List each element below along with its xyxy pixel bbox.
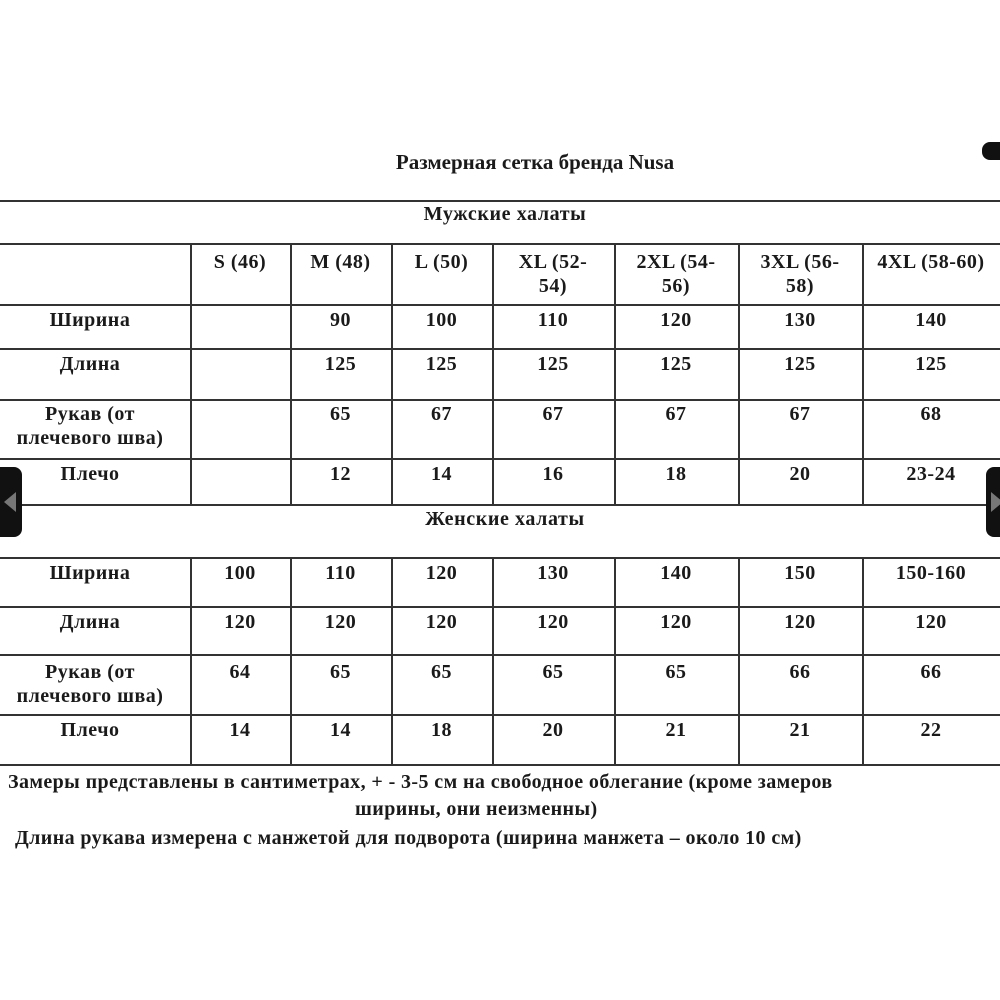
corner-icon: [982, 142, 1000, 160]
table-row-line: [0, 243, 1000, 245]
chevron-right-icon: [991, 492, 1000, 512]
size-header: M (48): [310, 251, 371, 273]
table-row-line: [0, 606, 1000, 608]
table-cell: 120: [915, 611, 947, 633]
table-cell: 20: [789, 463, 811, 485]
note-line-3: Длина рукава измерена с манжетой для подворота (ширина манжета – около 10 см): [15, 827, 802, 849]
table-col-line: [190, 243, 192, 504]
row-label: Рукав (от плечевого шва): [16, 403, 164, 449]
table-cell: 125: [324, 353, 357, 375]
table-cell: 12: [330, 463, 351, 485]
table-cell: 120: [425, 562, 458, 584]
table-row-line: [0, 304, 1000, 306]
table-cell: 120: [224, 611, 256, 633]
size-header: 4XL (58-60): [877, 251, 985, 273]
table-cell: 67: [789, 403, 811, 425]
table-cell: 21: [789, 719, 811, 741]
table-cell: 14: [229, 719, 251, 741]
row-label: Плечо: [60, 719, 120, 741]
note-line-1: Замеры представлены в сантиметрах, + - 3-5 см на свободное облегание (кроме замеров: [8, 771, 833, 793]
table-cell: 120: [324, 611, 357, 633]
table-cell: 90: [330, 309, 351, 331]
table-cell: 65: [665, 661, 687, 683]
table-cell: 18: [431, 719, 452, 741]
table-cell: 14: [431, 463, 452, 485]
table-cell: 100: [224, 562, 256, 584]
table-cell: 150: [784, 562, 816, 584]
table-cell: 110: [537, 309, 569, 331]
table-row-line: [0, 764, 1000, 766]
chevron-left-icon: [4, 492, 16, 512]
table-cell: 18: [665, 463, 687, 485]
table-cell: 67: [542, 403, 564, 425]
prev-button[interactable]: [0, 467, 22, 537]
size-header: XL (52- 54): [518, 251, 588, 297]
table-cell: 120: [425, 611, 458, 633]
next-button[interactable]: [986, 467, 1000, 537]
row-label: Ширина: [49, 309, 131, 331]
table-cell: 65: [330, 403, 351, 425]
size-header: 3XL (56- 58): [760, 251, 840, 297]
table-cell: 120: [660, 309, 692, 331]
page-title: Размерная сетка бренда Nusa: [395, 150, 675, 174]
table-cell: 130: [537, 562, 569, 584]
table-row-line: [0, 504, 1000, 506]
table-cell: 66: [920, 661, 942, 683]
row-label: Плечо: [60, 463, 120, 485]
table-cell: 140: [915, 309, 947, 331]
note-line-2: ширины, они неизменны): [355, 798, 598, 820]
table-cell: 125: [537, 353, 569, 375]
table-cell: 120: [784, 611, 816, 633]
table-cell: 65: [542, 661, 564, 683]
table-cell: 20: [542, 719, 564, 741]
men-section-title: Мужские халаты: [423, 203, 587, 225]
table-cell: 21: [665, 719, 687, 741]
divider: [0, 200, 1000, 202]
size-header: S (46): [213, 251, 267, 273]
table-row-line: [0, 557, 1000, 559]
table-row-line: [0, 714, 1000, 716]
table-cell: 110: [325, 562, 356, 584]
table-cell: 100: [425, 309, 458, 331]
table-cell: 64: [229, 661, 251, 683]
table-cell: 125: [425, 353, 458, 375]
table-cell: 125: [915, 353, 947, 375]
table-cell: 66: [789, 661, 811, 683]
table-row-line: [0, 399, 1000, 401]
size-header: L (50): [414, 251, 469, 273]
table-cell: 125: [784, 353, 816, 375]
table-cell: 67: [431, 403, 452, 425]
table-cell: 23-24: [906, 463, 956, 485]
women-section-title: Женские халаты: [425, 508, 585, 530]
row-label: Ширина: [49, 562, 131, 584]
table-cell: 140: [660, 562, 692, 584]
table-cell: 65: [330, 661, 351, 683]
table-cell: 120: [660, 611, 692, 633]
row-label: Длина: [59, 353, 121, 375]
table-cell: 14: [330, 719, 351, 741]
table-cell: 65: [431, 661, 452, 683]
row-label: Рукав (от плечевого шва): [16, 661, 164, 707]
table-cell: 125: [660, 353, 692, 375]
table-cell: 120: [537, 611, 569, 633]
table-cell: 150-160: [895, 562, 967, 584]
size-header: 2XL (54- 56): [636, 251, 716, 297]
table-cell: 67: [665, 403, 687, 425]
table-row-line: [0, 654, 1000, 656]
table-cell: 22: [920, 719, 942, 741]
table-row-line: [0, 348, 1000, 350]
table-row-line: [0, 458, 1000, 460]
table-cell: 16: [542, 463, 564, 485]
table-cell: 68: [920, 403, 942, 425]
row-label: Длина: [59, 611, 121, 633]
table-cell: 130: [784, 309, 816, 331]
